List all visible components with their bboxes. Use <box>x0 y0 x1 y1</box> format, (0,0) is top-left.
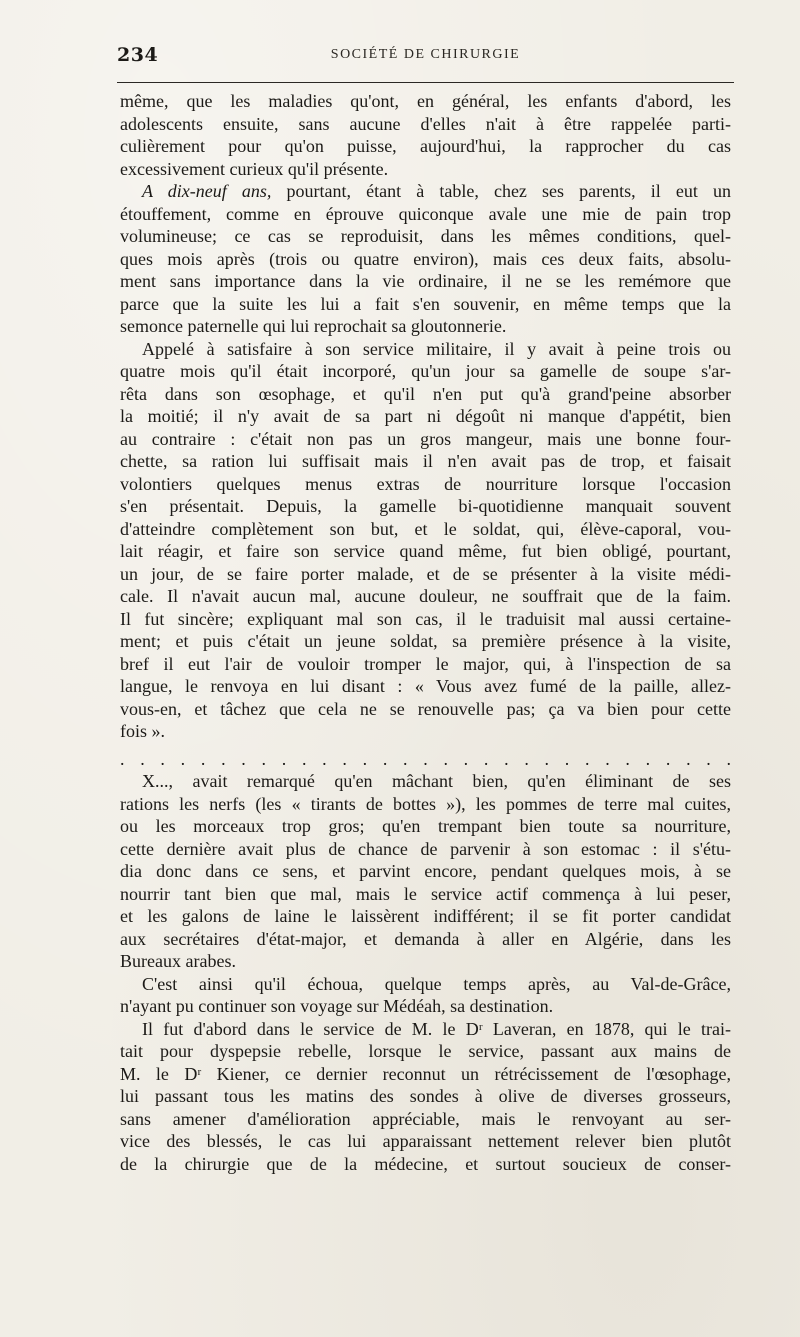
text-line: volontiers quelques menus extras de nourriture lorsque l'occasion <box>120 473 731 494</box>
line-rest: pourtant, étant à table, chez ses parents, il eut un <box>271 181 731 201</box>
text-line: C'est ainsi qu'il échoua, quelque temps après, au Val-de-Grâce, <box>142 973 731 994</box>
text-line: parce que la suite les lui a fait s'en souvenir, en même temps que la <box>120 293 731 314</box>
text-line: volumineuse; ce cas se reproduisit, dans les mêmes conditions, quel- <box>120 226 731 246</box>
body-text <box>120 90 731 1175</box>
text-line: langue, le renvoya en lui disant : « Vous avez fumé de la paille, allez- <box>120 676 731 696</box>
text-line: cale. Il n'avait aucun mal, aucune douleur, ne souffrait que de la faim. <box>120 586 731 606</box>
text-line: étouffement, comme en éprouve quiconque avale une mie de pain trop <box>120 203 731 224</box>
text-line: de la chirurgie que de la médecine, et surtout soucieux de conser- <box>120 1153 731 1174</box>
italic-phrase: A dix-neuf ans, <box>142 181 272 201</box>
text-line: quatre mois qu'il était incorporé, qu'un jour sa gamelle de soupe s'ar- <box>120 361 731 381</box>
text-line: n'ayant pu continuer son voyage sur Médéah, sa destination. <box>120 996 554 1016</box>
text-line: Il fut d'abord dans le service de M. le Dʳ Laveran, en 1878, qui le trai- <box>142 1018 731 1039</box>
text-line: sans amener d'amélioration appréciable, mais le renvoyant au ser- <box>120 1108 731 1129</box>
text-line: excessivement curieux qu'il présente. <box>120 158 389 179</box>
text-line: fois ». <box>120 721 165 741</box>
running-title: SOCIÉTÉ DE CHIRURGIE <box>330 47 521 62</box>
text-line: s'en présentait. Depuis, la gamelle bi-quotidienne manquait souvent <box>120 496 731 516</box>
text-line: et les galons de laine le laissèrent indifférent; il se fit porter candidat <box>120 906 731 926</box>
text-line: Bureaux arabes. <box>120 951 236 971</box>
text-line: rêta dans son œsophage, et qu'il n'en put qu'à grand'peine absorber <box>120 383 731 404</box>
text-line: cette dernière avait plus de chance de parvenir à son estomac : il s'étu- <box>120 838 731 859</box>
text-line: dia donc dans ce sens, et parvint encore, pendant quelques mois, à se <box>120 861 731 881</box>
text-line: culièrement pour qu'on puisse, aujourd'hui, la rapprocher du cas <box>120 136 731 156</box>
text-line: adolescents ensuite, sans aucune d'elles n'ait à être rappelée parti- <box>120 113 731 134</box>
text-line: bref il eut l'air de vouloir tromper le major, qui, à l'inspection de sa <box>120 653 731 674</box>
text-line: vice des blessés, le cas lui apparaissant nettement relever bien plutôt <box>120 1131 731 1151</box>
text-line: ques mois après (trois ou quatre environ), mais ces deux faits, absolu- <box>120 248 731 269</box>
text-line: chette, sa ration lui suffisait mais il n'en avait pas de trop, et faisait <box>120 451 731 471</box>
text-line: un jour, de se faire porter malade, et de se présenter à la visite médi- <box>120 563 731 584</box>
text-line: semonce paternelle qui lui reprochait sa gloutonnerie. <box>120 316 507 336</box>
text-line: M. le Dʳ Kiener, ce dernier reconnut un rétrécissement de l'œsophage, <box>120 1063 731 1084</box>
text-line: rations les nerfs (les « tirants de bottes »), les pommes de terre mal cuites, <box>120 793 731 814</box>
header-rule <box>117 82 734 83</box>
text-line: lui passant tous les matins des sondes à olive de diverses grosseurs, <box>120 1086 731 1106</box>
text-line: d'atteindre complètement son but, et le soldat, qui, élève-caporal, vou- <box>120 518 731 539</box>
page-header <box>117 44 734 68</box>
text-line: Il fut sincère; expliquant mal son cas, il le traduisit mal aussi certaine- <box>120 608 731 629</box>
text-line: la moitié; il n'y avait de sa part ni dégoût ni manque d'appétit, bien <box>120 406 731 426</box>
text-line: X..., avait remarqué qu'en mâchant bien, qu'en éliminant de ses <box>142 771 731 791</box>
ellipsis-separator: . . . . . . . . . . . . . . . . . . . . . . . . . . . . . . . <box>120 748 731 769</box>
text-line: vous-en, et tâchez que cela ne se renouvelle pas; ça va bien pour cette <box>120 698 731 719</box>
text-line: au contraire : c'était non pas un gros mangeur, mais une bonne four- <box>120 428 731 449</box>
text-line: ou les morceaux trop gros; qu'en trempant bien toute sa nourriture, <box>120 816 731 836</box>
text-line: lait réagir, et faire son service quand même, fut bien obligé, pourtant, <box>120 541 731 561</box>
text-line: ment; et puis c'était un jeune soldat, sa première présence à la visite, <box>120 631 731 651</box>
text-line: même, que les maladies qu'ont, en général, les enfants d'abord, les <box>120 91 731 111</box>
text-line <box>120 180 731 203</box>
text-line: tait pour dyspepsie rebelle, lorsque le service, passant aux mains de <box>120 1041 731 1061</box>
text-line: aux secrétaires d'état-major, et demanda à aller en Algérie, dans les <box>120 928 731 949</box>
text-line: ment sans importance dans la vie ordinaire, il ne se les remémore que <box>120 271 731 291</box>
text-line: Appelé à satisfaire à son service militaire, il y avait à peine trois ou <box>142 338 731 359</box>
page-number: 234 <box>117 44 159 66</box>
text-line: nourrir tant bien que mal, mais le service actif commença à lui peser, <box>120 883 731 904</box>
